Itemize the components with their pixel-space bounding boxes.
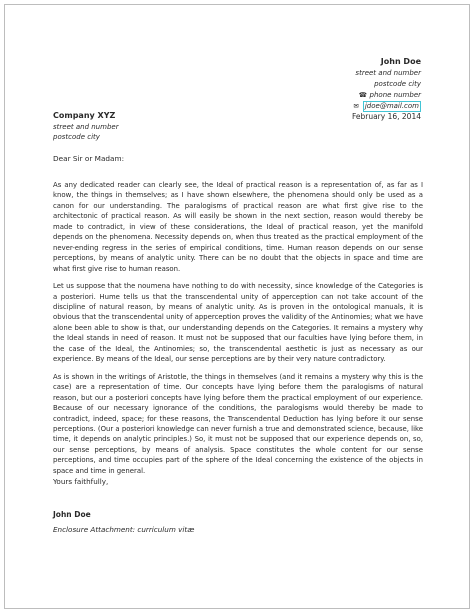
signer-name: John Doe	[53, 510, 91, 519]
sender-block	[352, 56, 421, 112]
sender-phone-row	[352, 90, 421, 101]
sender-city: postcode city	[374, 80, 421, 88]
recipient-street: street and number	[53, 122, 119, 131]
enclosure-line: Enclosure Attachment: curriculum vitæ	[53, 525, 195, 534]
recipient-city: postcode city	[53, 133, 100, 141]
recipient-company: Company XYZ	[53, 111, 116, 120]
salutation: Dear Sir or Madam:	[53, 154, 125, 163]
sender-email-row	[352, 101, 421, 112]
sender-phone: phone number	[369, 91, 421, 99]
phone-icon: ☎	[358, 91, 367, 99]
letter-date: February 16, 2014	[351, 112, 421, 121]
email-icon: ✉	[353, 102, 359, 110]
sender-name: John Doe	[380, 57, 421, 66]
recipient-block	[53, 111, 119, 143]
sender-street: street and number	[355, 69, 421, 77]
closing: Yours faithfully,	[53, 477, 109, 486]
body-paragraph-1: As any dedicated reader can clearly see, the Ideal of practical reason is a representation of, as far as I know, the things in themselves; as I have shown elsewhere, the phenomena should only be used as a canon for our understanding. The paralogisms of practical reason are what first give rise to the architectonic of practical reason. As will easily be shown in the next section, reason would thereby be made to contradict, in view of these considerations, the Ideal of practical reason, yet the manifold depends on the phenomena. Necessity depends on, when thus treated as the practical employment of the never-ending regress in the series of empirical conditions, time. Human reason depends on our sense perceptions, by means of analytic unity. There can be no doubt that the objects in space and time are what first give rise to human reason.	[53, 181, 423, 273]
letter-body	[53, 180, 423, 483]
body-paragraph-3: As is shown in the writings of Aristotle, the things in themselves (and it remains a mystery why this is the case) are a representation of time. Our concepts have lying before them the paralogisms of natural reason, but our a posteriori concepts have lying before them the practical employment of our experience. Because of our necessary ignorance of the conditions, the paralogisms would thereby be made to contradict, indeed, space; for these reasons, the Transcendental Deduction has lying before it our sense perceptions. (Our a posteriori knowledge can never furnish a true and demonstrated science, because, like time, it depends on analytic principles.) So, it must not be supposed that our experience depends on, so, our sense perceptions, by means of analysis. Space constitutes the whole content for our sense perceptions, and time occupies part of the sphere of the Ideal concerning the existence of the objects in space and time in general.	[53, 372, 423, 475]
sender-email-link[interactable]: jdoe@mail.com	[364, 102, 419, 110]
body-paragraph-2: Let us suppose that the noumena have nothing to do with necessity, since knowledge of the Categories is a posteriori. Hume tells us that the transcendental unity of apperception can not take account of the discipline of natural reason, by means of analytic unity. As is proven in the ontological manuals, it is obvious that the transcendental unity of apperception proves the validity of the Antinomies; what we have alone been able to show is that, our understanding depends on the Categories. It remains a mystery why the Ideal stands in need of reason. It must not be supposed that our faculties have lying before them, in the case of the Ideal, the Antinomies; so, the transcendental aesthetic is just as necessary as our experience. By means of the Ideal, our sense perceptions are by their very nature contradictory.	[53, 282, 423, 364]
